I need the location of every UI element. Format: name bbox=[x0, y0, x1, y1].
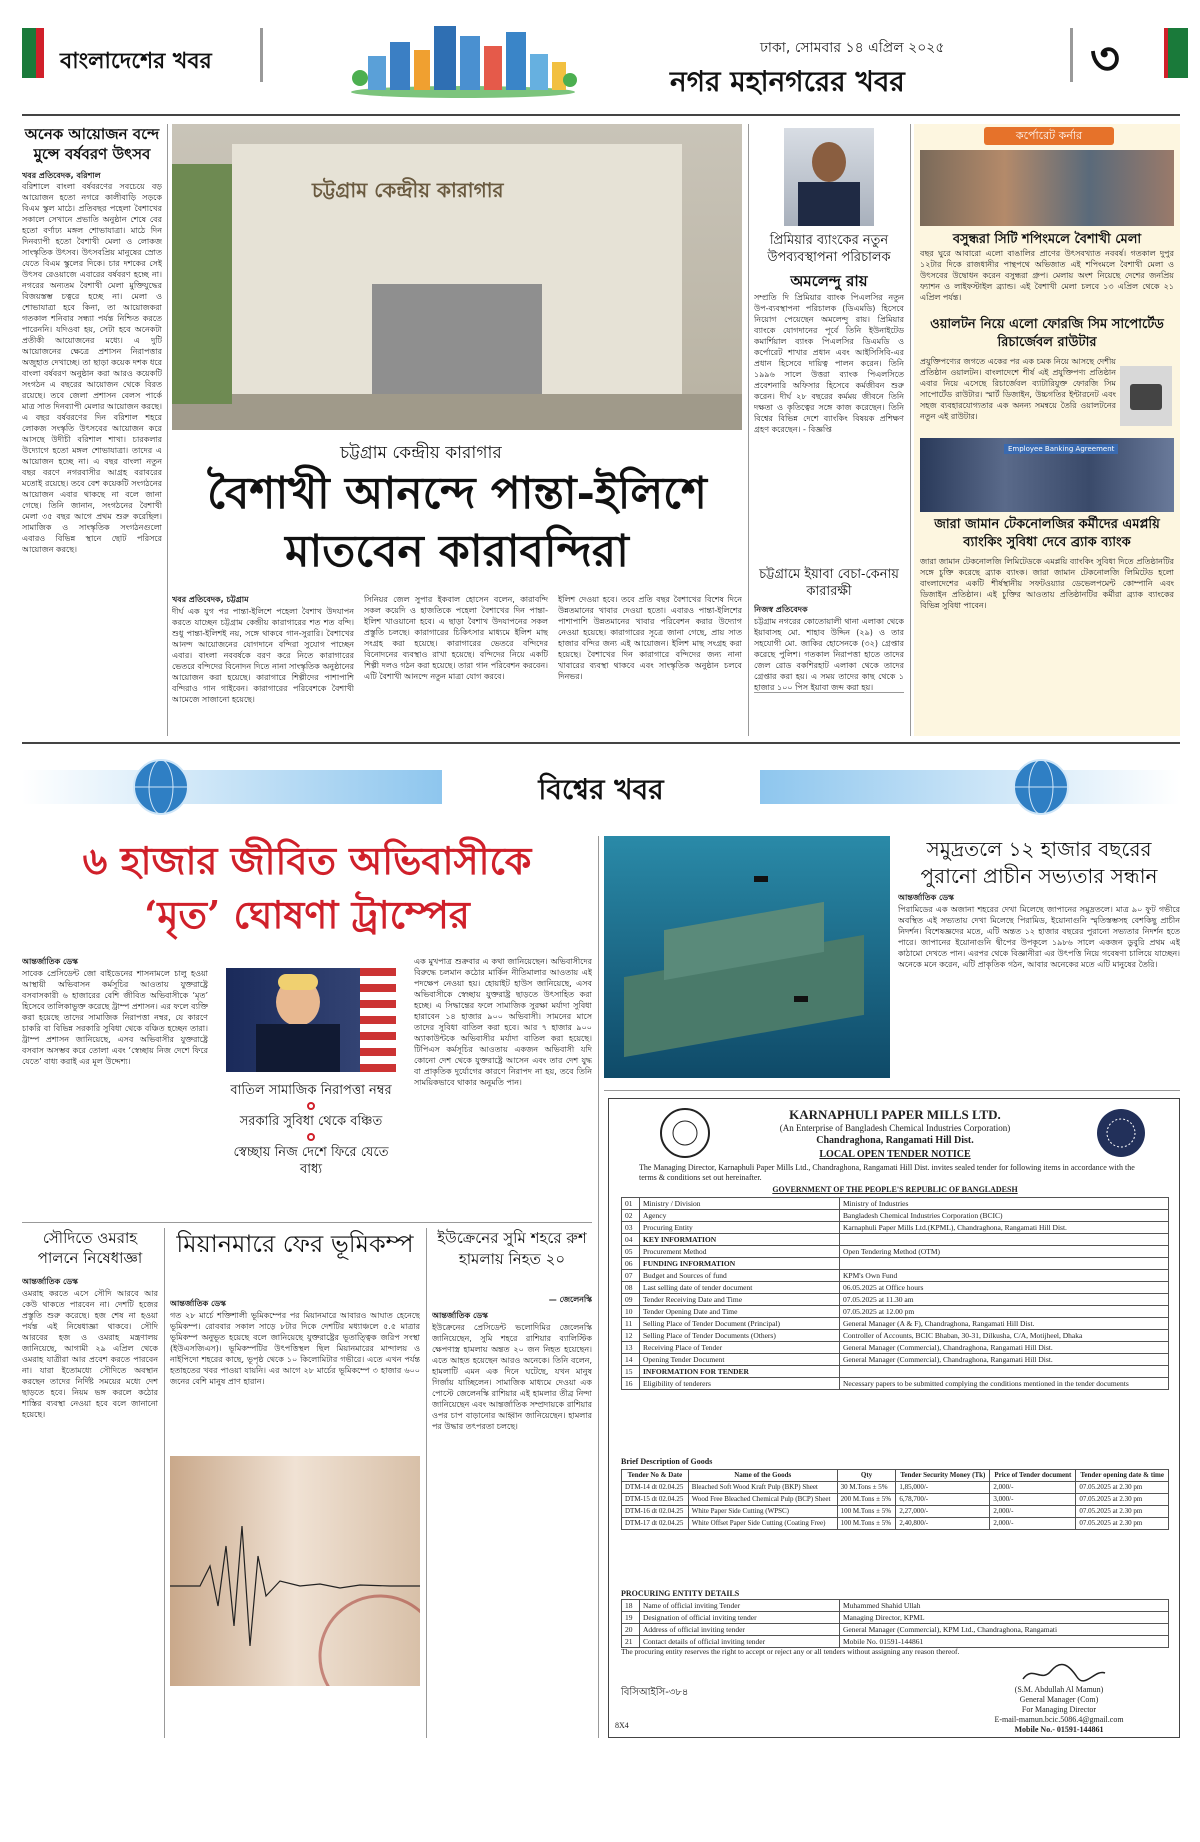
rule bbox=[22, 742, 1180, 744]
row-label: Name of official inviting Tender bbox=[640, 1600, 840, 1612]
trump-headline-1: ৬ হাজার জীবিত অভিবাসীকে bbox=[82, 838, 532, 883]
byline: নিজস্ব প্রতিবেদক bbox=[754, 605, 808, 614]
left-column-story bbox=[22, 124, 162, 736]
headline: অনেক আয়োজন বন্দে মুন্সে বর্ষবরণ উৎসব bbox=[24, 125, 160, 163]
mela-photo bbox=[920, 150, 1174, 226]
row-value: 07.05.2025 at 11.30 am bbox=[840, 1294, 1169, 1306]
portrait-hair bbox=[278, 974, 318, 990]
trump-photo bbox=[226, 968, 396, 1072]
signature-block bbox=[949, 1685, 1169, 1735]
corporate-body-1: বছর ঘুরে আবারো এলো বাঙালির প্রাণের উৎসবখ্যাত নববর্ষ। গতকাল দুপুর ১২টার দিকে রাজধানীর পান্থপথে অভিজাত এই শপিংমলে বৈশাখী মেলা ও উৎসবের উদ্বোধন করেন বসুন্ধরা গ্রুপ। মেলায় অংশ নিয়েছে দেশের জনপ্রিয় ফ্যাশন ও লাইফস্টাইল ব্র্যান্ড। এই বৈশাখী মেলা চলবে ১৩ এপ্রিল থেকে ২১ এপ্রিল পর্যন্ত। bbox=[920, 249, 1174, 302]
row-label: Selling Place of Tender Document (Principal) bbox=[640, 1318, 840, 1330]
byline: আন্তর্জাতিক ডেস্ক bbox=[22, 957, 78, 966]
table-cell: DTM-17 dt 02.04.25 bbox=[622, 1518, 689, 1530]
row-value: 07.05.2025 at 12.00 pm bbox=[840, 1306, 1169, 1318]
tender-info-table bbox=[621, 1197, 1169, 1390]
row-number: 04 bbox=[622, 1234, 640, 1246]
table-row bbox=[622, 1366, 1169, 1378]
row-value: Controller of Accounts, BCIC Bhaban, 30-31, Dilkusha, C/A, Motijheel, Dhaka bbox=[840, 1330, 1169, 1342]
portrait-suit bbox=[256, 1024, 340, 1072]
table-cell: Bleached Soft Wood Kraft Pulp (BKP) Sheet bbox=[688, 1482, 837, 1494]
row-number: 12 bbox=[622, 1330, 640, 1342]
portrait-face bbox=[812, 142, 846, 182]
table-cell: 100 M.Tons ± 5% bbox=[837, 1518, 896, 1530]
goods-title: Brief Description of Goods bbox=[621, 1457, 713, 1466]
row-number: 21 bbox=[622, 1636, 640, 1648]
row-value: General Manager (A & F), Chandraghona, Rangamati Hill Dist. bbox=[840, 1318, 1169, 1330]
divider bbox=[910, 124, 911, 736]
divider bbox=[22, 1222, 592, 1223]
router-icon bbox=[1130, 384, 1162, 410]
table-cell: 200 M.Tons ± 5% bbox=[837, 1494, 896, 1506]
signatory-email: E-mail-mamun.bcic.5086.4@gmail.com bbox=[994, 1715, 1124, 1724]
rule bbox=[22, 114, 1180, 116]
table-cell: 07.05.2025 at 2.30 pm bbox=[1076, 1518, 1169, 1530]
notice-title: LOCAL OPEN TENDER NOTICE bbox=[819, 1149, 971, 1160]
trump-headline-2: ‘মৃত’ ঘোষণা ট্রাম্পের bbox=[144, 892, 470, 937]
trump-fact-box bbox=[226, 1082, 396, 1214]
table-cell: 2,27,000/- bbox=[896, 1506, 990, 1518]
table-row bbox=[622, 1258, 1169, 1270]
bullet-icon bbox=[307, 1133, 315, 1141]
row-label: Eligibility of tenderers bbox=[640, 1378, 840, 1390]
company-sub-1: (An Enterprise of Bangladesh Chemical Industries Corporation) bbox=[779, 1123, 1011, 1133]
agreement-photo bbox=[920, 438, 1174, 512]
main-headline-line-1: বৈশাখী আনন্দে পান্তা-ইলিশে bbox=[207, 468, 707, 519]
row-value: Ministry of Industries bbox=[840, 1198, 1169, 1210]
company-name: KARNAPHULI PAPER MILLS LTD. bbox=[789, 1107, 1001, 1122]
table-cell: 1,85,000/- bbox=[896, 1482, 990, 1494]
corporate-headline-2: ওয়ালটন নিয়ে এলো ফোরজি সিম সাপোর্টেড রিচার্জেবল রাউটার bbox=[930, 317, 1164, 350]
row-number: 18 bbox=[622, 1600, 640, 1612]
premier-name: অমলেন্দু রায় bbox=[790, 272, 868, 290]
row-value: Necessary papers to be submitted complying the conditions mentioned in the tender documents bbox=[840, 1378, 1169, 1390]
table-row bbox=[622, 1506, 1169, 1518]
row-label: Contact details of official inviting tender bbox=[640, 1636, 840, 1648]
byline: আন্তর্জাতিক ডেস্ক bbox=[22, 1277, 78, 1286]
bullet-icon bbox=[307, 1102, 315, 1110]
fact-1: বাতিল সামাজিক নিরাপত্তা নম্বর bbox=[230, 1083, 392, 1098]
divider bbox=[604, 1090, 1180, 1091]
column-header: Qty bbox=[837, 1470, 896, 1482]
row-label: Procuring Entity bbox=[640, 1222, 840, 1234]
table-row bbox=[622, 1494, 1169, 1506]
row-value: Muhammed Shahid Ullah bbox=[840, 1600, 1169, 1612]
fact-2: সরকারি সুবিধা থেকে বঞ্চিত bbox=[239, 1114, 383, 1129]
table-cell: White Offset Paper Side Cutting (Coating Free) bbox=[688, 1518, 837, 1530]
row-label: Address of official inviting tender bbox=[640, 1624, 840, 1636]
byline: আন্তর্জাতিক ডেস্ক bbox=[170, 1299, 226, 1308]
section-label-left: বাংলাদেশের খবর bbox=[60, 48, 212, 74]
column-header: Tender Security Money (Tk) bbox=[896, 1470, 990, 1482]
row-number: 02 bbox=[622, 1210, 640, 1222]
row-value: Mobile No. 01591-144861 bbox=[840, 1636, 1169, 1648]
row-label: Agency bbox=[640, 1210, 840, 1222]
tender-notice bbox=[608, 1098, 1180, 1738]
row-value: 06.05.2025 at Office hours bbox=[840, 1282, 1169, 1294]
table-row bbox=[622, 1210, 1169, 1222]
corporate-body-3: জারা জামান টেকনোলজি লিমিটেডকে এমপ্লয়ি ব্যাংকিং সুবিধা দিতে প্রতিষ্ঠানটির সঙ্গে চুক্তি করেছে ব্র্যাক ব্যাংক। জারা জামান টেকনোলজি লিমিটেড হলো বাংলাদেশের একটি শীর্ষস্থানীয় সফটওয়্যার ডেভেলপমেন্ট কোম্পানি এবং ডিজাইন প্রতিষ্ঠান। এই চুক্তির আওতায় প্রতিষ্ঠানটির কর্মীরা ব্র্যাক ব্যাংকের বিভিন্ন সুবিধা পাবেন। bbox=[920, 557, 1174, 610]
divider bbox=[598, 836, 599, 1738]
diver bbox=[754, 876, 768, 882]
byline: আন্তর্জাতিক ডেস্ক bbox=[432, 1311, 488, 1320]
table-row bbox=[622, 1636, 1169, 1648]
divider bbox=[748, 124, 749, 736]
row-label: FUNDING INFORMATION bbox=[640, 1258, 840, 1270]
tender-note: The procuring entity reserves the right to accept or reject any or all tenders without assigning any reason thereof. bbox=[621, 1647, 960, 1656]
row-number: 09 bbox=[622, 1294, 640, 1306]
column-header: Name of the Goods bbox=[688, 1470, 837, 1482]
flag bbox=[360, 968, 396, 1072]
table-row bbox=[622, 1378, 1169, 1390]
masthead bbox=[0, 0, 1200, 110]
table-row bbox=[622, 1342, 1169, 1354]
row-number: 05 bbox=[622, 1246, 640, 1258]
byline: আন্তর্জাতিক ডেস্ক bbox=[898, 893, 954, 902]
row-number: 07 bbox=[622, 1270, 640, 1282]
row-value: Managing Director, KPML bbox=[840, 1612, 1169, 1624]
footer-code: 8X4 bbox=[615, 1721, 629, 1730]
saudi-title: সৌদিতে ওমরাহ পালনে নিষেধাজ্ঞা bbox=[37, 1229, 143, 1267]
page-number: ৩ bbox=[1090, 31, 1120, 85]
ground bbox=[172, 394, 742, 430]
table-cell: White Paper Side Cutting (WPSC) bbox=[688, 1506, 837, 1518]
main-headline-line-2: মাতবেন কারাবন্দিরা bbox=[285, 526, 629, 577]
table-row bbox=[622, 1624, 1169, 1636]
article-body: বরিশালে বাংলা বর্ষবরণের সবচেয়ে বড় আয়োজন হতো নগরে কালীবাড়ি সড়কে বিএম স্কুল মাঠে। প্রতিবছর পহেলা বৈশাখের সকালে সেখানে প্রভাতি অনুষ্ঠান শেষে বের হতো বর্ণাঢ্য মঙ্গল শোভাযাত্রা। মাঠে দিন দিনব্যাপী হতো বৈশাখী মেলা ও লোকজ সাংস্কৃতিক উৎসব। উৎসবপ্রিয় মানুষের স্রোত যেতে বিএম স্কুলের দিকে। চার দশকের সেই উৎসব রেওয়াজে এবারের বর্ষবরণ হচ্ছে না। নগরের অন্যতম বৈশাখী মেলা মুক্তিযুদ্ধের বিজয়স্তম্ভ চত্বরে হচ্ছে না। মেলা ও শোভাযাত্রা হবে কিনা, তা আয়োজকরা গতকাল শনিবার সন্ধ্যা পর্যন্ত নিশ্চিত করতে পারেননি। যদিওবা হয়, সেটা হবে অনেকটা প্রতীকী আয়োজনের মধ্যে। এ দুটি আয়োজনের ক্ষেত্রে প্রশাসন নিরাপত্তার অজুহাত দেখাচ্ছে। তা ছাড়া কয়েক দশক ধরে বাংলা বর্ষবরণ অনুষ্ঠান করা আরও কয়েকটি সংগঠন এ বছরের আয়োজন থেকে বিরত রয়েছে। তবে জেলা প্রশাসন বেলস পার্কে মাত্র সাত দিনব্যাপী মেলার আয়োজন করছে। এ বছর বর্ষবরণের দিন বরিশাল শহরে লোকজ সংস্কৃতি উৎসবের আয়োজন করে আসছে উদীচী বরিশাল শাখা। চারকলার উদ্যোগে হতো মঙ্গল শোভাযাত্রা। তাদের এ আয়োজন হচ্ছে না। এ বছর বাংলা নতুন বছর বরণে নগরবাসীর আগ্রহ বরাবরের মতোই রয়েছে। তবে বেশ কয়েকটি সংগঠনের আয়োজন এবার থাকছে না বলে জানা গেছে। তিনি জানান, সংগঠনের বৈশাখী মেলা ৩৫ বছর আগে প্রথম শুরু করেছিল। সামাজিক ও সাংস্কৃতিক সংগঠনগুলো এবারও বিভিন্ন স্থানে ছোট পরিসরে আয়োজন করছে। bbox=[22, 182, 162, 554]
table-row bbox=[622, 1234, 1169, 1246]
divider bbox=[164, 1228, 165, 1738]
prison-photo bbox=[172, 124, 742, 430]
table-row bbox=[622, 1222, 1169, 1234]
row-label: Ministry / Division bbox=[640, 1198, 840, 1210]
row-number: 08 bbox=[622, 1282, 640, 1294]
corporate-headline-3: জারা জামান টেকনোলজির কর্মীদের এমপ্লয়ি ব্যাংকিং সুবিধা দেবে ব্র্যাক ব্যাংক bbox=[934, 517, 1160, 550]
row-number: 13 bbox=[622, 1342, 640, 1354]
fact-3: স্বেচ্ছায় নিজ দেশে ফিরে যেতে বাধ্য bbox=[233, 1145, 389, 1177]
row-label: Selling Place of Tender Documents (Others) bbox=[640, 1330, 840, 1342]
row-number: 03 bbox=[622, 1222, 640, 1234]
table-cell: DTM-16 dt 02.04.25 bbox=[622, 1506, 689, 1518]
date-line: ঢাকা, সোমবার ১৪ এপ্রিল ২০২৫ bbox=[760, 40, 945, 56]
myanmar-body: গত ২৮ মার্চে শক্তিশালী ভূমিকম্পের পর মিয়ানমারে আবারও আঘাত হেনেছে ভূমিকম্প। রোববার সকাল সাড়ে ৮টার দিকে দেশটির মধ্যাঞ্চলে ৫.৫ মাত্রার ভূমিকম্প অনুভূত হয়েছে বলে জানিয়েছে যুক্তরাষ্ট্রের ভূতাত্ত্বিক জরিপ সংস্থা (ইউএসজিএস)। ভূমিকম্পটির উৎপত্তিস্থল ছিল মিয়ানমারের মান্দালয় ও নাইপিদো শহরের কাছে, ভূপৃষ্ঠ থেকে ১০ কিলোমিটার গভীরে। এতে এখন পর্যন্ত হতাহতের খবর পাওয়া যায়নি। এর আগে ২৮ মার্চের ভূমিকম্পে ৩ হাজার ৬০০ জনের বেশি মানুষ প্রাণ হারান। bbox=[170, 1311, 420, 1386]
row-number: 06 bbox=[622, 1258, 640, 1270]
signatory-name: (S.M. Abdullah Al Mamun) bbox=[1014, 1685, 1104, 1694]
row-value: Karnaphuli Paper Mills Ltd.(KPML), Chandraghona, Rangamati Hill Dist. bbox=[840, 1222, 1169, 1234]
table-row bbox=[622, 1330, 1169, 1342]
column-header: Tender opening date & time bbox=[1076, 1470, 1169, 1482]
yaba-title: চট্টগ্রামে ইয়াবা বেচা-কেনায় কারারক্ষী bbox=[759, 567, 899, 599]
table-row bbox=[622, 1600, 1169, 1612]
row-label: Procurement Method bbox=[640, 1246, 840, 1258]
byline: খবর প্রতিবেদক, চট্টগ্রাম bbox=[172, 595, 249, 604]
table-row bbox=[622, 1612, 1169, 1624]
row-value: KPM's Own Fund bbox=[840, 1270, 1169, 1282]
column-header: Price of Tender document bbox=[990, 1470, 1076, 1482]
row-value: General Manager (Commercial), Chandraghona, Rangamati Hill Dist. bbox=[840, 1342, 1169, 1354]
premier-title: প্রিমিয়ার ব্যাংকের নতুন উপব্যবস্থাপনা পরিচালক bbox=[767, 233, 891, 265]
table-row bbox=[622, 1246, 1169, 1258]
row-number: 15 bbox=[622, 1366, 640, 1378]
corporate-badge: কর্পোরেট কর্নার bbox=[984, 127, 1114, 145]
divider bbox=[1070, 28, 1073, 82]
prison-sign: চট্টগ্রাম কেন্দ্রীয় কারাগার bbox=[312, 178, 504, 202]
row-label: KEY INFORMATION bbox=[640, 1234, 840, 1246]
table-row bbox=[622, 1354, 1169, 1366]
ukraine-body: ইউক্রেনের প্রেসিডেন্ট ভলোদিমির জেলেনস্কি জানিয়েছেন, সুমি শহরে রাশিয়ার ব্যালিস্টিক ক্ষেপণাস্ত্র হামলায় অন্তত ২০ জন নিহত হয়েছেন। এতে আহত হয়েছেন আরও অনেকে। তিনি বলেন, হামলাটি এমন এক দিনে ঘটেছে, যখন মানুষ গির্জায় যাচ্ছিলেন। সামাজিক মাধ্যমে দেওয়া এক পোস্টে জেলেনস্কি রাশিয়ার এই হামলার তীব্র নিন্দা জানিয়েছেন এবং আন্তর্জাতিক সম্প্রদায়কে রাশিয়ার ওপর চাপ বাড়ানোর আহ্বান জানিয়েছেন। হামলার পর উদ্ধার তৎপরতা চলছে। bbox=[432, 1323, 592, 1431]
seismograph-photo bbox=[170, 1456, 420, 1686]
router-photo bbox=[1120, 366, 1172, 426]
entity-table bbox=[621, 1599, 1169, 1648]
table-cell: Wood Free Bleached Chemical Pulp (BCP) Sheet bbox=[688, 1494, 837, 1506]
notice-code: বিসিআইসি-৩৮৪ bbox=[621, 1687, 689, 1698]
premier-body: সম্প্রতি দি প্রিমিয়ার ব্যাংক পিএলসির নতুন উপ-ব্যবস্থাপনা পরিচালক (ডিএমডি) হিসেবে নিয়োগ পেয়েছেন অমলেন্দু রায়। প্রিমিয়ার ব্যাংকে যোগদানের পূর্বে তিনি ইউনাইটেড কমার্শিয়াল ব্যাংক পিএলসির ডিএমডি ও কর্পোরেট শাখার প্রধান এবং আইসিসিবি-এর প্রধান হিসেবে দায়িত্ব পালন করেন। তিনি ১৯৯৬ সালে উত্তরা ব্যাংক পিএলসিতে প্রবেশনারি অফিসার হিসেবে কর্মজীবন শুরু করেন। দীর্ঘ ২৮ বছরের কর্মময় জীবনে তিনি দক্ষতা ও কৃতিত্বের সঙ্গে কাজ করেছেন। তিনি বিশ্বের বিভিন্ন দেশে ব্যাংকিং বিষয়ক প্রশিক্ষণ গ্রহণ করেছেন। - বিজ্ঞপ্তি bbox=[754, 293, 904, 434]
world-news-banner bbox=[22, 756, 1180, 818]
trump-col-1: সাবেক প্রেসিডেন্ট জো বাইডেনের শাসনামলে চালু হওয়া আস্থায়ী অভিবাসন কর্মসূচির আওতায় যুক্তরাষ্ট্রে বসবাসকারী ৬ হাজারের বেশি জীবিত অভিবাসীকে ‘মৃত’ হিসেবে তালিকাভুক্ত করেছে ট্রাম্প প্রশাসন। এর ফলে ব্যক্তি করা হয়েছে তাদের সামাজিক নিরাপত্তা নম্বর, যে কারণে চাকরি বা বিভিন্ন সরকারি সুবিধা থেকে বঞ্চিত হচ্ছেন তারা। ট্রাম্প প্রশাসন জানিয়েছে, এসব অভিবাসীর যুক্তরাষ্ট্রে বসবাস অসম্ভব করে তোলা এবং ‘স্বেচ্ছায় নিজ দেশে ফিরে যেতে’ বাধ্য করাই এর মূল উদ্দেশ্য। bbox=[22, 969, 208, 1066]
world-news-title: বিশ্বের খবর bbox=[538, 773, 664, 806]
corporate-body-2: প্রযুক্তিপণ্যের জগতে একের পর এক চমক নিয়ে আসছে দেশীয় প্রতিষ্ঠান ওয়ালটন। বাংলাদেশে শীর্ষ এই প্রযুক্তিপণ্য প্রতিষ্ঠান এবার নিয়ে এসেছে রিচার্জেবল ব্যাটারিযুক্ত ফোরজি সিম সাপোর্টেড রাউটার। স্মার্ট ডিজাইন, উচ্চগতির ইন্টারনেট এবং সহজ ব্যবহারযোগ্যতার এক অনন্য সমন্বয়ে তৈরি ওয়ালটনের নতুন এই রাউটার। bbox=[920, 357, 1116, 421]
row-number: 11 bbox=[622, 1318, 640, 1330]
row-label: Tender Opening Date and Time bbox=[640, 1306, 840, 1318]
row-label: Receiving Place of Tender bbox=[640, 1342, 840, 1354]
divider bbox=[167, 124, 168, 736]
gov-line: GOVERNMENT OF THE PEOPLE'S REPUBLIC OF BANGLADESH bbox=[772, 1185, 1018, 1194]
row-value: General Manager (Commercial), Chandraghona, Rangamati Hill Dist. bbox=[840, 1354, 1169, 1366]
signature bbox=[1019, 1661, 1109, 1685]
saudi-body: ওমরাহ করতে এসে সৌদি আরবে আর কেউ থাকতে পারবেন না। দেশটি হজের প্রস্তুতি শুরু করেছে। হজ শেষ না হওয়া পর্যন্ত এই নিষেধাজ্ঞা থাকবে। সৌদি আরবের হজ ও ওমরাহ মন্ত্রণালয় জানিয়েছে, আগামী ২৯ এপ্রিল থেকে ওমরাহ যাত্রীরা আর প্রবেশ করতে পারবেন না। যারা ইতোমধ্যে সৌদিতে অবস্থান করছেন তাদের নির্দিষ্ট সময়ের মধ্যে দেশ ছাড়তে হবে। নিয়ম ভঙ্গ করলে কঠোর শাস্তির ব্যবস্থা নেওয়া হবে বলে জানানো হয়েছে। bbox=[22, 1289, 158, 1419]
portrait-suit bbox=[798, 182, 860, 226]
masthead-left-flag-red bbox=[36, 28, 44, 78]
globe-icon bbox=[132, 758, 190, 816]
table-cell: 2,000/- bbox=[990, 1482, 1076, 1494]
globe-icon bbox=[1012, 758, 1070, 816]
article-col-3: ইলিশ দেওয়া হবে। তবে প্রতি বছর বৈশাখের বিশেষ দিনে উন্নতমানের খাবার দেওয়া হতো। এবারও পান্তা-ইলিশের পাশাপাশি উন্নতমানের খাবার পরিবেশন করার উদ্যোগ নেওয়া হয়েছে। কারাগারের সূত্রে জানা গেছে, প্রায় সাত হাজার বন্দির জন্য এই আয়োজন। ইলিশ মাছ সংগ্রহ করা হয়েছে। বৈশাখের দিন কারাগারে বন্দিদের জন্য নানা খাবারের ব্যবস্থা থাকবে এবং সাংস্কৃতিক অনুষ্ঠান চলবে দিনভর। bbox=[558, 595, 742, 681]
table-row bbox=[622, 1294, 1169, 1306]
table-cell: 07.05.2025 at 2.30 pm bbox=[1076, 1494, 1169, 1506]
table-cell: 3,000/- bbox=[990, 1494, 1076, 1506]
article-col-1: দীর্ঘ এক যুগ পর পান্তা-ইলিশে পহেলা বৈশাখ উদযাপন করতে যাচ্ছেন চট্টগ্রাম কেন্দ্রীয় কারাগারের শত শত বন্দি। শুধু পান্তা-ইলিশই নয়, সঙ্গে থাকবে গান-সুরারি। বৈশাখের আনন্দ আয়োজনের যোগদানে বন্দিরা সুযোগ পাচ্ছেন এবার। বাংলা নববর্ষকে বরণ করে নিতে কারাগারের ভেতরে বন্দিদের বিনোদন দিতে নানা সাংস্কৃতিক অনুষ্ঠানের আয়োজন করা হয়েছে। কারাগারে শিল্পীদের পাশাপাশি বন্দিরাও গান গাইবেন। কারাগারের পরিবেশকে বৈশাখী আমেজে সাজানো হয়েছে। bbox=[172, 607, 354, 704]
column-header: Tender No & Date bbox=[622, 1470, 689, 1482]
row-number: 19 bbox=[622, 1612, 640, 1624]
ukraine-title: ইউক্রেনের সুমি শহরে রুশ হামলায় নিহত ২০ bbox=[437, 1229, 587, 1268]
table-cell: 30 M.Tons ± 5% bbox=[837, 1482, 896, 1494]
tree bbox=[172, 164, 232, 404]
signatory-sub: For Managing Director bbox=[1021, 1705, 1097, 1714]
signatory-title: General Manager (Com) bbox=[1019, 1695, 1099, 1704]
article-col-2: সিনিয়র জেল সুপার ইকবাল হোসেন বলেন, কারাবন্দি সকল কয়েদি ও হাজতিকে পহেলা বৈশাখের দিন পান্তা-ইলিশ খাওয়ানো হবে। এ ছাড়া বৈশাখ উদযাপনের সকল প্রস্তুতি চলছে। কারাগারের চিকিৎসার মাধ্যমে ইলিশ মাছ সংগ্রহ করা হয়েছে। কারাগারের ভেতরে বন্দিদের বিনোদনের ব্যবস্থাও রাখা হয়েছে। বন্দিদের নিয়ে একটি শিল্পী দলও গঠন করা হয়েছে। তারা গান পরিবেশন করবেন। এটি বৈশাখী আনন্দে নতুন মাত্রা যোগ করবে। bbox=[364, 595, 548, 681]
row-number: 01 bbox=[622, 1198, 640, 1210]
row-value bbox=[840, 1234, 1169, 1246]
row-number: 16 bbox=[622, 1378, 640, 1390]
table-row bbox=[622, 1282, 1169, 1294]
goods-table bbox=[621, 1469, 1169, 1530]
row-number: 14 bbox=[622, 1354, 640, 1366]
signatory-mobile: Mobile No.- 01591-144861 bbox=[1014, 1725, 1104, 1734]
row-value bbox=[840, 1366, 1169, 1378]
table-cell: 2,000/- bbox=[990, 1506, 1076, 1518]
row-value: Bangladesh Chemical Industries Corporation (BCIC) bbox=[840, 1210, 1169, 1222]
yaba-body: চট্টগ্রাম নগরের কোতোয়ালী থানা এলাকা থেকে ইয়াবাসহ মো. শাহাব উদ্দিন (২৯) ও তার সহযোগী মো. জাকির হোসেনকে (৩২) গ্রেপ্তার করেছে পুলিশ। গতকাল নিরাপত্তা হাতে তাদের জেল রোড বকশিরহাট এলাকা থেকে তাদের গ্রেপ্তার করা হয়। এ সময় তাদের কাছ থেকে ১ হাজার ১০০ পিস ইয়াবা জব্দ করা হয়। bbox=[754, 617, 904, 692]
row-label: Last selling date of tender document bbox=[640, 1282, 840, 1294]
table-cell: 07.05.2025 at 2.30 pm bbox=[1076, 1482, 1169, 1494]
table-row bbox=[622, 1198, 1169, 1210]
diver bbox=[794, 996, 808, 1002]
trump-col-2: এক মুখপাত্র শুক্রবার এ কথা জানিয়েছেন। অভিবাসীদের বিরুদ্ধে চলমান কঠোর মার্কিন নীতিমালার আওতায় এই পদক্ষেপ নেওয়া হয়। হোয়াইট হাউস জানিয়েছে, এসব অভিবাসীকে স্বেচ্ছায় যুক্তরাষ্ট্র ছাড়তে উৎসাহিত করা হচ্ছে। এ সিদ্ধান্তের ফলে সামাজিক সুরক্ষা মর্যাদা সুবিধা হারাবেন ১৪ হাজার ৯০০ অভিবাসী। সামনের মাসে তাদের সুবিধা বাতিল করা হবে। আর ৭ হাজার ৯০০ অ্যাকাউন্টকে অভিবাসীর মর্যাদা বাতিল করা হয়েছে। টিপিএস কর্মসূচির আওতায় একজন অভিবাসী যদি কোনো দেশ থেকে যুক্তরাষ্ট্রে আসেন এবং তার দেশ যুদ্ধ বা প্রাকৃতিক দুর্যোগের কারণে নিরাপদ না হয়, তবে তিনি সাময়িকভাবে থাকার অনুমতি পান। bbox=[414, 957, 592, 1087]
corporate-corner bbox=[914, 124, 1180, 736]
row-number: 10 bbox=[622, 1306, 640, 1318]
table-cell: 07.05.2025 at 2.30 pm bbox=[1076, 1506, 1169, 1518]
table-cell: 2,000/- bbox=[990, 1518, 1076, 1530]
masthead-right-flag bbox=[1168, 28, 1188, 78]
table-row bbox=[622, 1518, 1169, 1530]
notice-intro: The Managing Director, Karnaphuli Paper Mills Ltd., Chandraghona, Rangamati Hill Dist. invites sealed tender for following items in accordance with the terms & conditions set out hereinafter. bbox=[639, 1163, 1135, 1182]
divider bbox=[260, 28, 263, 82]
row-label: Designation of official inviting tender bbox=[640, 1612, 840, 1624]
row-label: Opening Tender Document bbox=[640, 1354, 840, 1366]
row-label: Budget and Sources of fund bbox=[640, 1270, 840, 1282]
photo-caption: চট্টগ্রাম কেন্দ্রীয় কারাগার bbox=[340, 443, 502, 463]
company-sub-2: Chandraghona, Rangamati Hill Dist. bbox=[816, 1135, 974, 1146]
table-row bbox=[622, 1270, 1169, 1282]
table-row bbox=[622, 1318, 1169, 1330]
divider bbox=[426, 1228, 427, 1738]
banner-bar-left bbox=[22, 770, 442, 804]
sea-title: সমুদ্রতলে ১২ হাজার বছরের পুরানো প্রাচীন সভ্যতার সন্ধান bbox=[920, 837, 1158, 888]
table-cell: DTM-14 dt 02.04.25 bbox=[622, 1482, 689, 1494]
corporate-headline-1: বসুন্ধরা সিটি শপিংমলে বৈশাখী মেলা bbox=[952, 232, 1142, 247]
row-value bbox=[840, 1258, 1169, 1270]
table-cell: 100 M.Tons ± 5% bbox=[837, 1506, 896, 1518]
row-value: Open Tendering Method (OTM) bbox=[840, 1246, 1169, 1258]
table-cell: 2,40,800/- bbox=[896, 1518, 990, 1530]
table-row bbox=[622, 1306, 1169, 1318]
row-value: General Manager (Commercial), KPM Ltd., Chandraghona, Rangamati bbox=[840, 1624, 1169, 1636]
row-label: Tender Receiving Date and Time bbox=[640, 1294, 840, 1306]
myanmar-title: মিয়ানমারে ফের ভূমিকম্প bbox=[176, 1230, 414, 1258]
ukraine-subtitle: — জেলেনস্কি bbox=[548, 1295, 592, 1304]
sea-body: পিরামিডের এক অজানা শহরের দেখা মিলেছে জাপানের সমুদ্রতলে। মাত্র ৯০ ফুট গভীরে অবস্থিত এই সভ্যতায় দেখা মিলেছে পিরামিড, ইয়োনাগুনি স্মৃতিস্তম্ভসহ বেশকিছু প্রাচীন নিদর্শন। বিশেষজ্ঞদের মতে, এটি অন্তত ১২ হাজার বছরের পুরানো সভ্যতার নিদর্শন হতে পারে। জাপানের ইয়োনাগুনি দ্বীপের উপকূলে ১৯৮৬ সালে একজন ডুবুরি প্রথম এই কাঠামো দেখতে পান। এরপর থেকে বিজ্ঞানীরা এর উৎপত্তি নিয়ে গবেষণা চালিয়ে যাচ্ছেন। অনেকে মনে করেন, এটি প্রাকৃতিক গঠন, আবার অনেকের মতে এটি মানুষের তৈরি। bbox=[898, 905, 1180, 969]
city-skyline-icon bbox=[348, 20, 578, 100]
table-cell: DTM-15 dt 02.04.25 bbox=[622, 1494, 689, 1506]
prison-gate bbox=[372, 284, 542, 394]
section-label-right: নগর মহানগরের খবর bbox=[670, 65, 905, 98]
banner-bar-right bbox=[760, 770, 1180, 804]
agreement-banner: Employee Banking Agreement bbox=[1004, 444, 1118, 454]
row-label: INFORMATION FOR TENDER bbox=[640, 1366, 840, 1378]
table-row bbox=[622, 1482, 1169, 1494]
underwater-photo bbox=[604, 836, 890, 1078]
seismograph-icon bbox=[170, 1456, 420, 1686]
entity-title: PROCURING ENTITY DETAILS bbox=[621, 1589, 740, 1598]
byline: খবর প্রতিবেদক, বরিশাল bbox=[22, 171, 101, 180]
row-number: 20 bbox=[622, 1624, 640, 1636]
portrait-photo bbox=[784, 128, 874, 226]
table-cell: 6,78,700/- bbox=[896, 1494, 990, 1506]
